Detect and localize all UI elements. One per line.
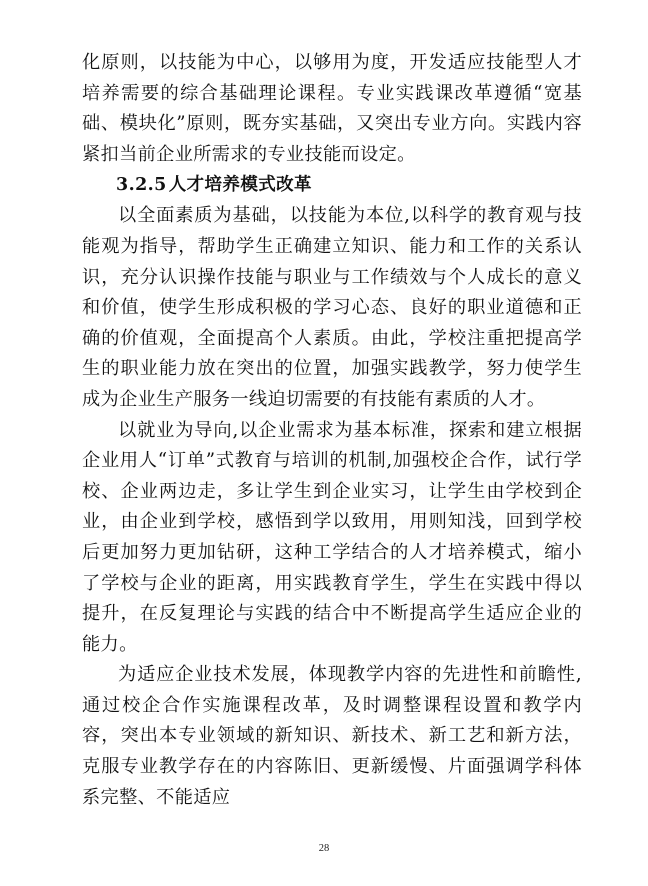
section-heading: [82, 170, 582, 201]
paragraph-quality-foundation: 以全面素质为基础，以技能为本位,以科学的教育观与技能观为指导，帮助学生正确建立知识、能力和工作的关系认识，充分认识操作技能与职业与工作绩效与个人成长的意义和价值，使学生形成积极的学习心态、良好的职业道德和正确的价值观，全面提高个人素质。由此，学校注重把提高学生的职业能力放在突出的位置，加强实践教学，努力使学生成为企业生产服务一线迫切需要的有技能有素质的人才。: [82, 205, 582, 410]
paragraph-continuation: 化原则，以技能为中心，以够用为度，开发适应技能型人才培养需要的综合基础理论课程。专业实践课改革遵循“宽基础、模块化”原则，既夯实基础，又突出专业方向。实践内容紧扣当前企业所需求的专业技能而设定。: [82, 52, 582, 165]
section-number: 3.2.5: [116, 175, 167, 196]
document-body: [82, 48, 582, 813]
section-title: 人才培养模式改革: [168, 175, 312, 196]
paragraph-employment-oriented: 以就业为导向,以企业需求为基本标准，探索和建立根据企业用人“订单”式教育与培训的机制,加强校企合作，试行学校、企业两边走，多让学生到企业实习，让学生由学校到企业，由企业到学校，感悟到学以致用，用则知浅，回到学校后更加努力更加钻研，这种工学结合的人才培养模式，缩小了学校与企业的距离，用实践教育学生，学生在实践中得以提升，在反复理论与实践的结合中不断提高学生适应企业的能力。: [82, 419, 582, 655]
paragraph-curriculum-reform: 为适应企业技术发展，体现教学内容的先进性和前瞻性,通过校企合作实施课程改革，及时调整课程设置和教学内容，突出本专业领域的新知识、新技术、新工艺和新方法，克服专业教学存在的内容陈旧、更新缓慢、片面强调学科体系完整、不能适应: [82, 664, 582, 808]
page-number: 28: [318, 843, 330, 854]
